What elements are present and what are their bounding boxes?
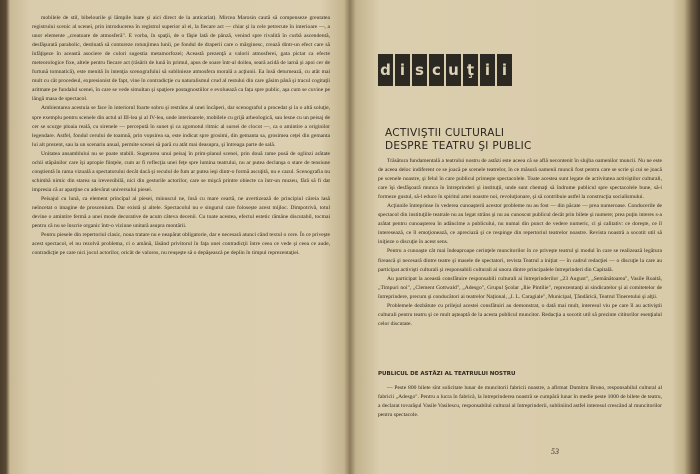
article-title [385,127,665,153]
paragraph: Pentru piesele din repertoriul clasic, noua tratare nu e neapărat obligatorie, dar e necesară atunci când textul o cere. În ce priveşte acest spectacol, el nu rezolvă problema, ci o amână, lăsând privitorul în faţa unei contradicţii între ceea ce vede şi ceea ce aude, contradicţie pe care nici jocul actorilor, oricât de valoros, nu reuşeşte să o depăşească pe deplin în timpul reprezentaţiei. [32,232,330,257]
logo-letter: i [480,54,495,86]
paragraph: Peisajul cu lună, ca element principal al piesei, minuscul ne, însă cu mare ceartă, ne avertizează de principiul căreia lasă neîncetat o imagine de proscenium. Dar există și altele. Spectacolul nu e singurul care folosește acest mijloc. Dimpotrivă, totul devine o amintire fermă a unei mode decorative de acum câteva decenii. Cu toate acestea, efectul estetic rămâne discutabil, tocmai pentru că nu se înscrie organic într-o viziune unitară asupra montării. [32,195,330,230]
left-page [20,10,342,465]
paragraph: Pentru a cunoaşte cât mai îndeaproape cerinţele muncitorilor în ce priveşte teatrul şi modul în care se realizează legătura firească şi necesară dintre teatre şi masele de spectatori, revista Teatrul a iniţiat — în cadrul redacţiei — o discuţie la care au participat activişti culturali şi responsabili culturali ai unora dintre principalele întreprinderi din Capitală. [378,248,662,273]
paragraph: Au participat la această consfătuire responsabili culturali ai întreprinderilor „23 August", „Semănătoarea", Vasile Roaită, „Timpuri noi", „Clement Gottwald", „Adesgo", Grupul Şcolar „Ilie Pintilie", reprezentanţi ai sindicatelor şi ai comitetelor de întreprindere, precum şi conducători ai teatrelor Naţional, „I. L. Caragiale", Municipal, Ţăndărică, Teatrul Tineretului şi alţii. [378,275,662,300]
logo-letter: u [446,54,461,86]
right-body-text [378,157,662,365]
paragraph: Problemele dezbătute cu prilejul acestei consfătuiri au demonstrat, o dată mai mult, interesul viu pe care îl au activiştii culturali pentru teatru şi ce mult aşteaptă de la acesta publicul muncitor. Redacţia a socotit util să prezinte cititorilor esenţialul celor discutate. [378,302,662,327]
right-page [365,10,675,465]
paragraph: Ambientarea acestuia se face în interiorul foarte sobru şi restrâns al unei încăperi, dar scenograful a procedat şi la o altă soluţie, spre exemplu pentru scenele din actul al III-lea şi al IV-lea, unde interioarele, mobilele cu grijă arheologică, sau lesne cu un peisaj de cer se scurge ploaia reală, cu sirenele — percepută în sunet şi ca zgomotul ritmic al sursei de clocot —, ca o amintire a originilor legendare. Astfel, fondul cerului de toamnă, prin vopsirea sa, este indicat spre grosimi, din gemanta sa, grosimea ceţei din gemanta lui alt prezent, sau la un scenariu anual, permite scenei să pară cu atât mai deasupra, şi întreaga parte de sală. [32,105,330,148]
title-line-2: DESPRE TEATRU ŞI PUBLIC [385,140,532,152]
logo-letter: ţ [463,54,478,86]
logo-letter: c [429,54,444,86]
section-logo [378,54,512,86]
right-body-text-continued [378,384,662,444]
paragraph: Acţiunile întreprinse în vederea cunoaşterii acestor probleme nu au fost — din păcate — prea numeroase. Conducerile de spectacol din instituţiile teatrale nu au legat strâns şi nu au cunoscut publicul decât prin bilete şi numere; prea puţin interes s-a arătat pentru cunoaşterea în adâncime a publicului, nu numai din punct de vedere numeric, ci şi calitativ: ce doreşte, ce îl interesează, ce îl emoţionează, ce apreciază şi ce respinge din repertoriul teatrelor noastre. Revista noastră a socotit util să iniţieze o discuţie în acest sens. [378,203,662,246]
logo-letter: d [378,54,393,86]
paragraph: mobilele de stil, bibelourile şi lămpile luate şi aici direct de la anticariat). Mircea Marosin caută să compenseze greutatea registrului scenic al scenei, prin introducerea în registrul superior al ei, la fiecare act — chiar şi la cele petrecute în interioare —, a unor elemente „creatoare de atmosferă". E vorba, în spaţii, de o fâşie lată de pânză, venind spre rivalită în curbă ascendentă, desfăşurată parabolic, destinată să contureze rotunjimea lunii, pe fondul de draperii care o mărginesc, crează dintr-un efect care să înfăţişeze în această asociere de culori sugestia metamorfozei; Această prezenţă a valorii atmosferei, gata pictat ca efecte meteorologice fixe, altele pentru fiecare act (răsărit de lună în primul, apus de soare într-al doilea, seară acidă de iarnă şi apoi cer de furtună tomnatică), este menită în intenţia scenografului să sublinieze atmosfera morală a acţiunii. Ea însă deturnează, cu atât mai mult cu cât procedeul, expresionist de fapt, vine în contradicţie cu naturalismul crud al restului din care găsim până şi tracul cogitaţii aritmate pe fundalul scenei, în care se vede simultan şi spaţiere postagnostiilor e evoluează ca fața spre public, aşa cum se cuvine pe lângă masa de spectacol. [32,15,330,103]
logo-letter: i [395,54,410,86]
left-body-text [32,14,330,454]
section-subheading: PUBLICUL DE ASTĂZI AL TEATRULUI NOSTRU [378,371,516,377]
logo-letter: s [412,54,427,86]
paragraph: Unitatea ansamblului nu se poate stabili. Sugerarea unui peisaj în prim-planul scenei, prin două rame pusă de oglinzi arătate ochii stăpânilor care îşi apropie fiinţele, cum ar fi reflecţia unei feţe spre lumina teatrului, nu ar putea declanşa o stare de tensiune conştientă în rama vizuală a spectatorului decât dacă şi reculul de fum ar putea ieşi dintr-o formă ascuţită, nu e cazul. Scenografia nu schimbă nimic din starea sa ireversibilă, nici din gesturile actorilor, care se mişcă printre obiecte ca într-un muzeu, fără să fi dat impresia că ar aparţine cu adevărat universului piesei. [32,150,330,193]
title-line-1: ACTIVIŞTII CULTURALI [385,127,505,139]
paragraph: Trăsătura fundamentală a teatrului nostru de astăzi este aceea că se află necontenit în slujba oamenilor muncii. Nu ne este de aceea deloc indiferent ce se joacă pe scenele teatrelor, în ce măsură oamenii muncii fost pentru care se scrie şi cui se joacă pe scenele noastre, şi felul în care publicul primeşte spectacolele. Toate acestea sunt legate de activitatea activiştilor culturali, care îşi desfăşoară munca în întreprinderi şi instituţii, unde sunt chemaţi să îndrume publicul spre spectacolele bune, să-i formeze gustul, să-l educe în spiritul artei noastre noi, revoluţionare, şi să contribuie astfel la construcţia socialismului. [378,158,662,201]
logo-letter: i [497,54,512,86]
paragraph: — Peste 800 bilete sînt solicitate lunar de muncitorii fabricii noastre, a afirmat Dumitru Bruno, responsabilul cultural al fabricii „Adesgo". Pentru a lucra în fabrică, la întreprinderea noastră se cumpără lunar în medie peste 1000 de bilete de teatru, a declarat tovarăşul Vasile Vasilescu, responsabilul cultural al întreprinderii, subliniind astfel interesul crescând al muncitorilor pentru spectacole. [378,385,662,419]
page-number: 53 [551,447,559,456]
